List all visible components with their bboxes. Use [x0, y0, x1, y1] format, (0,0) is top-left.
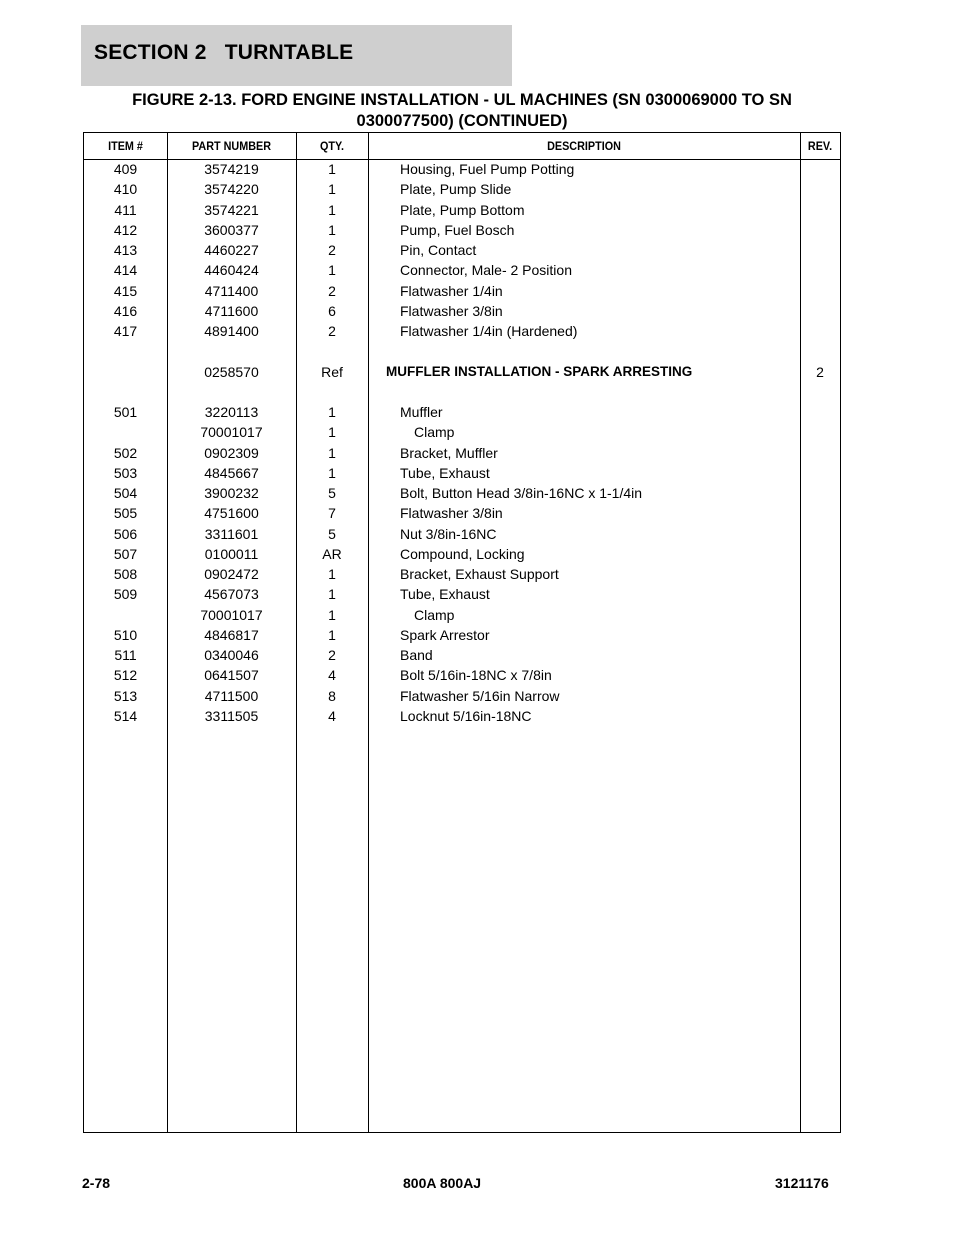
part-number-cell: 4460227 [204, 242, 259, 258]
description-cell: Muffler [400, 404, 443, 420]
item-cell: 514 [113, 707, 138, 724]
header-qty: QTY. [319, 139, 344, 153]
item-cell: 509 [113, 586, 138, 603]
part-number-cell: 4711400 [204, 282, 259, 299]
item-cell: 411 [114, 201, 137, 218]
description-cell: Tube, Exhaust [400, 586, 490, 603]
model-number: 800A 800AJ [403, 1175, 482, 1191]
part-number-cell: 3900232 [204, 485, 259, 501]
document-number: 3121176 [775, 1175, 829, 1191]
description-cell: Bolt, Button Head 3/8in-16NC x 1-1/4in [400, 485, 643, 501]
page-number: 2-78 [82, 1175, 111, 1191]
part-number-cell: 4711600 [204, 302, 259, 319]
description-cell: Flatwasher 5/16in Narrow [400, 687, 560, 704]
item-cell: 510 [113, 626, 138, 643]
part-number-cell: 4711500 [204, 687, 259, 704]
item-cell: 506 [113, 525, 138, 542]
table-row [84, 524, 840, 544]
qty-cell: Ref [321, 363, 343, 380]
table-row [84, 422, 840, 442]
item-cell: 501 [113, 404, 138, 420]
qty-cell: 1 [328, 626, 336, 643]
part-number-cell: 4460424 [204, 262, 259, 279]
qty-cell: 1 [328, 221, 336, 238]
item-cell: 513 [113, 687, 138, 704]
part-number-cell: 70001017 [200, 424, 263, 441]
part-number-cell: 0340046 [204, 647, 259, 663]
qty-cell: 2 [328, 647, 336, 663]
table-row [84, 402, 840, 422]
description-cell: Bracket, Muffler [400, 444, 498, 461]
part-number-cell: 4751600 [204, 505, 259, 522]
description-cell: Locknut 5/16in-18NC [400, 707, 532, 724]
header-description: DESCRIPTION [547, 139, 621, 153]
table-row [84, 686, 840, 706]
item-cell: 505 [113, 505, 138, 522]
item-cell: 504 [113, 485, 138, 501]
part-number-cell: 3600377 [204, 221, 259, 238]
qty-cell: 1 [328, 262, 336, 279]
table-row [84, 301, 840, 321]
qty-cell: 7 [328, 505, 336, 522]
part-number-cell: 0902472 [204, 566, 259, 582]
table-row [84, 564, 840, 584]
qty-cell: 1 [328, 161, 336, 177]
header-item: ITEM # [108, 139, 143, 153]
table-row [84, 665, 840, 685]
item-cell: 416 [113, 302, 138, 319]
qty-cell: 8 [328, 687, 336, 704]
table-row [84, 625, 840, 645]
item-cell: 414 [113, 262, 138, 279]
part-number-cell: 3220113 [204, 404, 259, 420]
description-cell: Nut 3/8in-16NC [400, 525, 497, 542]
figure-title-line2: 0300077500) (CONTINUED) [356, 112, 568, 130]
table-row [84, 321, 840, 341]
item-cell: 507 [113, 545, 138, 562]
table-row [84, 220, 840, 240]
part-number-cell: 3574219 [204, 161, 259, 177]
qty-cell: 1 [328, 181, 336, 198]
description-cell: Bracket, Exhaust Support [400, 566, 559, 582]
part-number-cell: 3574221 [204, 201, 259, 218]
qty-cell: 1 [328, 586, 336, 603]
table-row [84, 584, 840, 604]
item-cell: 503 [113, 464, 138, 481]
qty-cell: 1 [328, 424, 336, 441]
part-number-cell: 4891400 [204, 323, 259, 339]
part-number-cell: 0100011 [204, 545, 259, 562]
description-cell: Spark Arrestor [400, 626, 490, 643]
description-cell: Plate, Pump Slide [400, 181, 512, 198]
part-number-cell: 4845667 [204, 464, 259, 481]
table-row [84, 605, 840, 625]
qty-cell: 5 [328, 525, 336, 542]
qty-cell: 1 [328, 444, 336, 461]
table-row [84, 260, 840, 280]
part-number-cell: 70001017 [200, 606, 263, 623]
part-number-cell: 0641507 [204, 667, 259, 684]
item-cell: 511 [114, 647, 137, 663]
description-cell: Connector, Male- 2 Position [400, 262, 572, 279]
item-cell: 413 [113, 242, 138, 258]
table-row [84, 281, 840, 301]
part-number-cell: 4846817 [204, 626, 259, 643]
qty-cell: 2 [328, 242, 336, 258]
description-cell: Plate, Pump Bottom [400, 201, 525, 218]
qty-cell: 5 [328, 485, 336, 501]
qty-cell: 1 [328, 404, 336, 420]
description-cell: Tube, Exhaust [400, 464, 490, 481]
description-cell: Housing, Fuel Pump Potting [400, 161, 575, 177]
table-row [84, 179, 840, 199]
parts-table [83, 132, 841, 1133]
qty-cell: 4 [328, 707, 336, 724]
part-number-cell: 3574220 [204, 181, 259, 198]
table-row [84, 200, 840, 220]
part-number-cell: 3311601 [204, 525, 259, 542]
table-spacer [84, 382, 840, 402]
description-cell: Flatwasher 3/8in [400, 505, 503, 522]
item-cell: 417 [113, 323, 138, 339]
description-cell: Flatwasher 3/8in [400, 302, 503, 319]
header-part-number: PART NUMBER [191, 139, 272, 153]
item-cell: 410 [113, 181, 138, 198]
qty-cell: 4 [328, 667, 336, 684]
qty-cell: 1 [328, 201, 336, 218]
part-number-cell: 0902309 [204, 444, 259, 461]
description-cell: Pin, Contact [400, 242, 477, 258]
figure-title [83, 90, 841, 132]
description-cell: Bolt 5/16in-18NC x 7/8in [400, 667, 552, 684]
qty-cell: 1 [328, 566, 336, 582]
qty-cell: 1 [328, 606, 336, 623]
item-cell: 409 [113, 161, 138, 177]
description-cell: Pump, Fuel Bosch [400, 221, 515, 238]
rev-cell: 2 [816, 363, 824, 380]
item-cell: 508 [113, 566, 138, 582]
qty-cell: 2 [328, 323, 336, 339]
figure-title-line1: FIGURE 2-13. FORD ENGINE INSTALLATION - UL MACHINES (SN 0300069000 TO SN [132, 91, 792, 109]
table-row [84, 706, 840, 726]
table-row [84, 645, 840, 665]
description-cell: Clamp [414, 424, 455, 441]
table-row [84, 483, 840, 503]
section-title: SECTION 2 TURNTABLE [94, 41, 354, 64]
description-cell: MUFFLER INSTALLATION - SPARK ARRESTING [386, 363, 693, 379]
description-cell: Flatwasher 1/4in (Hardened) [400, 323, 578, 339]
description-cell: Clamp [414, 606, 455, 623]
table-row [84, 362, 840, 382]
qty-cell: AR [322, 545, 342, 562]
table-row [84, 544, 840, 564]
table-body [84, 159, 840, 726]
header-rev: REV. [807, 139, 833, 153]
table-row [84, 240, 840, 260]
table-row [84, 443, 840, 463]
qty-cell: 6 [328, 302, 336, 319]
part-number-cell: 0258570 [204, 363, 259, 380]
item-cell: 415 [113, 282, 138, 299]
section-header [81, 25, 512, 86]
table-row [84, 503, 840, 523]
qty-cell: 2 [328, 282, 336, 299]
item-cell: 502 [113, 444, 138, 461]
qty-cell: 1 [328, 464, 336, 481]
table-row [84, 463, 840, 483]
description-cell: Band [400, 647, 433, 663]
item-cell: 512 [113, 667, 138, 684]
table-spacer [84, 341, 840, 361]
part-number-cell: 4567073 [204, 586, 259, 603]
part-number-cell: 3311505 [204, 707, 259, 724]
table-row [84, 159, 840, 179]
item-cell: 412 [113, 221, 138, 238]
description-cell: Compound, Locking [400, 545, 525, 562]
description-cell: Flatwasher 1/4in [400, 282, 503, 299]
